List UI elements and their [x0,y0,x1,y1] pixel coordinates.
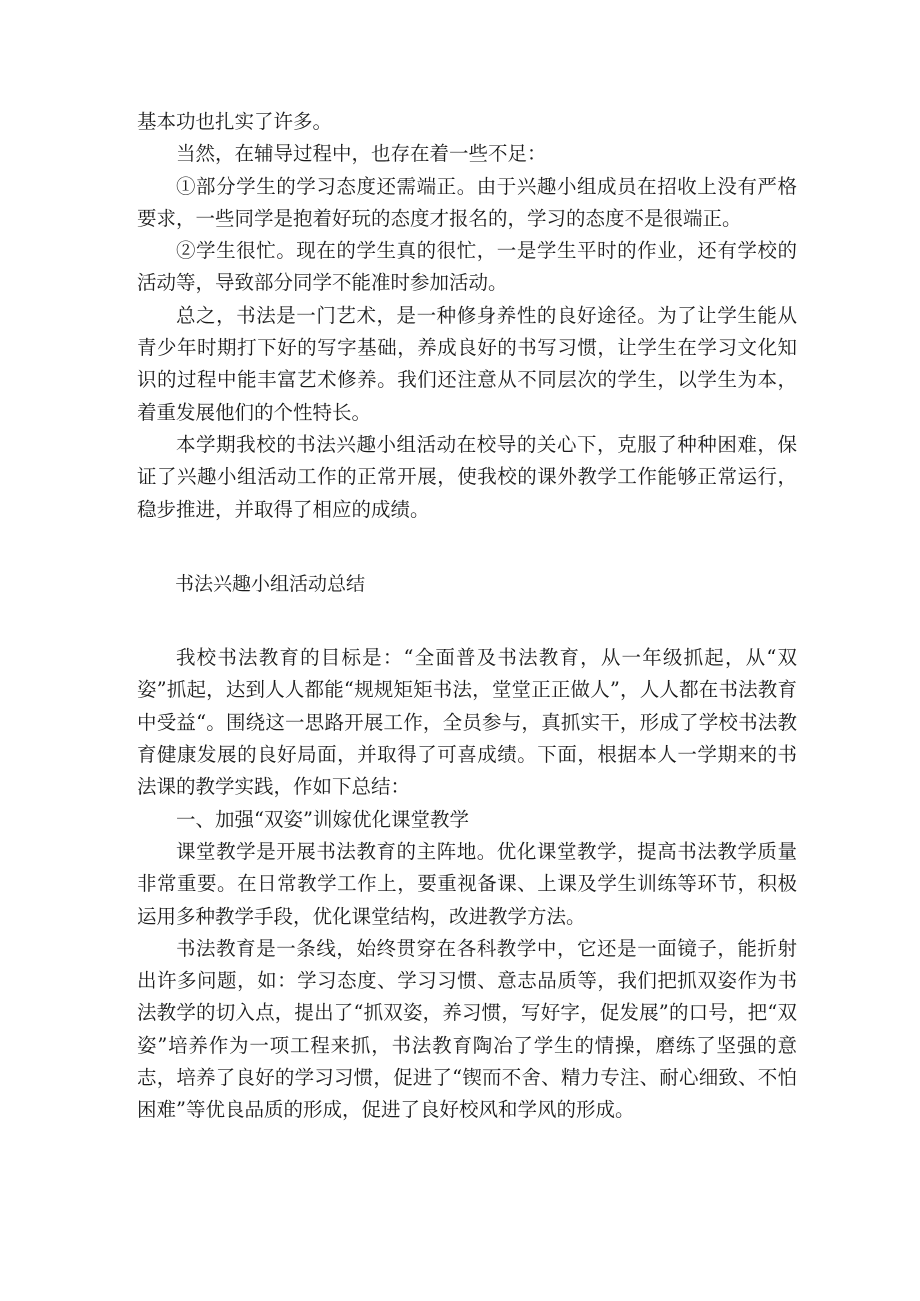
paragraph-shortcoming-1: ①部分学生的学习态度还需端正。由于兴趣小组成员在招收上没有严格要求，一些同学是抱着好玩的态度才报名的，学习的态度不是很端正。 [137,174,797,230]
paragraph-conclusion: 总之，书法是一门艺术，是一种修身养性的良好途径。为了让学生能从青少年时期打下好的写字基础，养成良好的书写习惯，让学生在学习文化知识的过程中能丰富艺术修养。我们还注意从不同层次的学生，以学生为本，着重发展他们的个性特长。 [137,303,797,424]
subheading-strengthen-posture: 一、加强“双姿”训嫁优化课堂教学 [176,807,469,831]
section-title: 书法兴趣小组活动总结 [175,572,366,595]
paragraph-goal: 我校书法教育的目标是：“全面普及书法教育，从一年级抓起，从“双姿”抓起，达到人人都能“规规矩矩书法，堂堂正正做人”，人人都在书法教育中受益“。围绕这一思路开展工作，全员参与，真抓实干，形成了学校书法教育健康发展的良好局面，并取得了可喜成绩。下面，根据本人一学期来的书法课的教学实践，作如下总结： [137,646,797,799]
paragraph-continuation: 基本功也扎实了许多。 [137,110,333,133]
paragraph-shortcoming-2: ②学生很忙。现在的学生真的很忙，一是学生平时的作业，还有学校的活动等，导致部分同学不能准时参加活动。 [137,239,797,295]
document-body [137,106,797,1127]
paragraph-calligraphy-education: 书法教育是一条线，始终贯穿在各科教学中，它还是一面镜子，能折射出许多问题，如：学习态度、学习习惯、意志品质等，我们把抓双姿作为书法教学的切入点，提出了“抓双姿，养习惯，写好字，促发展”的口号，把“双姿”培养作为一项工程来抓，书法教育陶冶了学生的情操，磨练了坚强的意志，培养了良好的学习习惯，促进了“锲而不舍、精力专注、耐心细致、不怕困难”等优良品质的形成，促进了良好校风和学风的形成。 [137,936,797,1122]
paragraph-classroom-teaching: 课堂教学是开展书法教育的主阵地。优化课堂教学，提高书法教学质量非常重要。在日常教学工作上，要重视备课、上课及学生训练等环节，积极运用多种教学手段，优化课堂结构，改进教学方法。 [137,839,797,928]
paragraph-shortcomings-intro: 当然，在辅导过程中，也存在着一些不足： [176,142,547,166]
paragraph-semester-summary: 本学期我校的书法兴趣小组活动在校导的关心下，克服了种种困难，保证了兴趣小组活动工作的正常开展，使我校的课外教学工作能够正常运行，稳步推进，并取得了相应的成绩。 [137,432,797,521]
